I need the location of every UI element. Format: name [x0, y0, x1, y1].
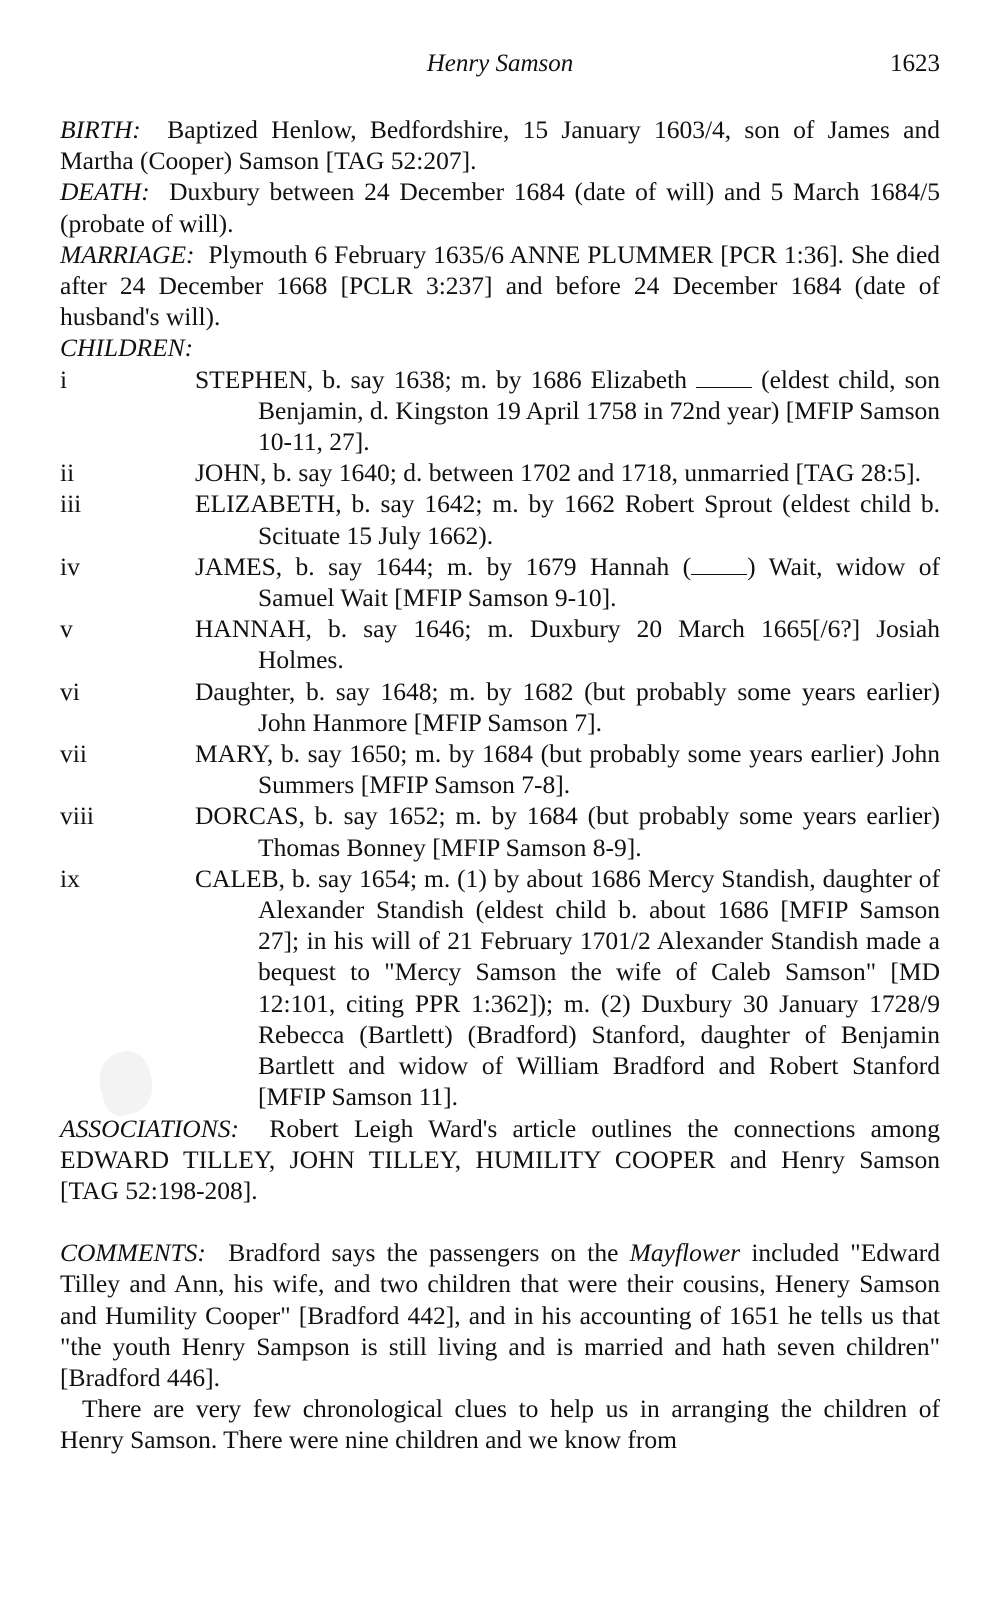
section-gap: [60, 1206, 940, 1237]
child-text: STEPHEN, b. say 1638; m. by 1686 Elizabeth: [195, 364, 687, 394]
blank-line: [696, 369, 752, 388]
comments-para2-text: There are very few chronological clues to help us in arranging the children of Henry Samson. There were nine children and we know from: [60, 1394, 940, 1455]
comments-text-cont: included "Edward Tilley and Ann, his wife, and two children that were their cousins, Henery Samson and Humility Cooper" [Bradford 442], and in his accounting of 1651 he tells us that "the youth Henry Sampson is still living and is married and hath seven children" [Bradford 446].: [60, 1238, 941, 1392]
comments-section: [60, 1237, 940, 1393]
comments-paragraph-2: [60, 1393, 940, 1455]
child-text: JOHN, b. say 1640; d. between 1702 and 1718, unmarried [TAG 28:5].: [195, 458, 921, 488]
child-text: DORCAS, b. say 1652; m. by 1684 (but probably some years earlier) Thomas Bonney [MFIP Samson 8-9].: [195, 801, 940, 862]
child-text: MARY, b. say 1650; m. by 1684 (but probably some years earlier) John Summers [MFIP Samson 7-8].: [195, 739, 940, 800]
death-label: DEATH:: [60, 177, 150, 207]
child-entry: [60, 488, 940, 550]
marriage-label: MARRIAGE:: [60, 239, 195, 269]
associations-label: ASSOCIATIONS:: [60, 1113, 239, 1143]
child-text-cont: ) Wait, widow of Samuel Wait [MFIP Samson 9-10].: [258, 551, 940, 613]
associations-section: [60, 1113, 940, 1207]
page-header: [60, 50, 940, 84]
children-heading: [60, 332, 940, 363]
associations-text: Robert Leigh Ward's article outlines the connections among EDWARD TILLEY, JOHN TILLEY, HUMILITY COOPER and Henry Samson [TAG 52:198-208].: [60, 1113, 941, 1205]
child-text: JAMES, b. say 1644; m. by 1679 Hannah (: [195, 551, 692, 581]
child-text: CALEB, b. say 1654; m. (1) by about 1686 Mercy Standish, daughter of Alexander Standish (eldest child b. about 1686 [MFIP Samson 27]; in his will of 21 February 1701/2 Alexander Standish made a bequest to "Mercy Samson the wife of Caleb Samson" [MD 12:101, citing PPR 1:362]); m. (2) Duxbury 30 January 1728/9 Rebecca (Bartlett) (Bradford) Stanford, daughter of Benjamin Bartlett and widow of William Bradford and Robert Stanford [MFIP Samson 11].: [195, 863, 940, 1112]
comments-label: COMMENTS:: [60, 1238, 206, 1268]
child-number: ix: [60, 863, 80, 893]
child-text-cont: (eldest child, son Benjamin, d. Kingston 19 April 1758 in 72nd year) [MFIP Samson 10-11, 27].: [258, 364, 941, 457]
child-number: v: [60, 614, 73, 644]
children-label: CHILDREN:: [60, 333, 194, 363]
child-number: vi: [60, 676, 80, 706]
child-entry: [60, 863, 940, 1113]
child-number: iii: [60, 489, 82, 519]
death-text: Duxbury between 24 December 1684 (date of will) and 5 March 1684/5 (probate of will).: [60, 177, 941, 238]
child-entry: [60, 551, 940, 613]
marriage-text: Plymouth 6 February 1635/6 ANNE PLUMMER [PCR 1:36]. She died after 24 December 1668 [PCLR 3:237] and before 24 December 1684 (date of husband's will).: [60, 239, 941, 332]
child-number: viii: [60, 801, 95, 831]
child-text: ELIZABETH, b. say 1642; m. by 1662 Robert Sprout (eldest child b. Scituate 15 July 1662).: [195, 489, 940, 550]
page-number: 1623: [890, 50, 940, 77]
child-text: Daughter, b. say 1648; m. by 1682 (but probably some years earlier) John Hanmore [MFIP Samson 7].: [195, 676, 940, 737]
child-text: HANNAH, b. say 1646; m. Duxbury 20 March 1665[/6?] Josiah Holmes.: [195, 614, 940, 675]
child-entry: [60, 676, 940, 738]
child-entry: [60, 738, 940, 800]
child-number: i: [60, 364, 68, 394]
child-number: vii: [60, 739, 87, 769]
comments-text: Bradford says the passengers on the: [228, 1238, 619, 1268]
document-body: [60, 114, 940, 1456]
child-number: iv: [60, 551, 80, 581]
child-entry: [60, 613, 940, 675]
ship-name: Mayflower: [629, 1238, 741, 1268]
child-entry: [60, 800, 940, 862]
death-section: [60, 176, 940, 238]
child-entry: [60, 364, 940, 458]
birth-label: BIRTH:: [60, 115, 141, 144]
birth-section: [60, 114, 940, 176]
birth-text: Baptized Henlow, Bedfordshire, 15 January 1603/4, son of James and Martha (Cooper) Samson [TAG 52:207].: [60, 115, 941, 176]
blank-line: [691, 556, 747, 575]
child-number: ii: [60, 458, 75, 488]
running-title: Henry Samson: [426, 50, 574, 77]
child-entry: [60, 457, 940, 488]
marriage-section: [60, 239, 940, 333]
